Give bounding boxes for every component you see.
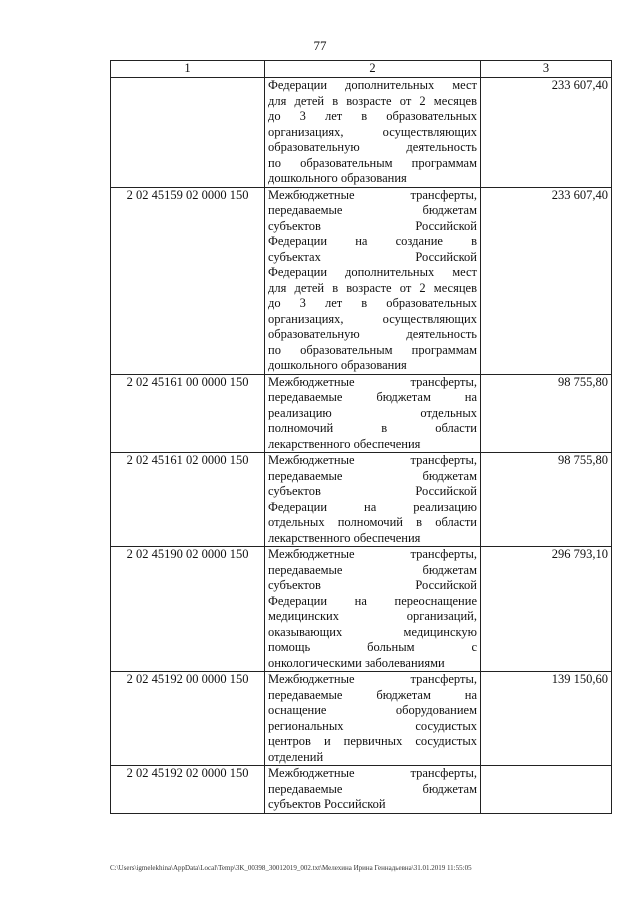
description-line: лекарственного обеспечения (268, 530, 421, 545)
amount-cell (481, 766, 612, 814)
description-line: субъектах Российской (268, 249, 477, 264)
description-line: помощь больным с (268, 640, 477, 654)
description-line: для детей в возрасте от 2 месяцев (268, 93, 477, 108)
budget-code-cell (111, 78, 265, 188)
description-cell (265, 187, 481, 374)
description-line: дошкольного образования (268, 171, 407, 185)
budget-code-cell: 2 02 45161 02 0000 150 (111, 453, 265, 547)
amount-cell: 233 607,40 (481, 78, 612, 188)
description-line: передаваемые бюджетам (268, 203, 477, 217)
description-cell (265, 374, 481, 453)
description-line: дошкольного образования (268, 358, 407, 372)
amount-cell: 233 607,40 (481, 187, 612, 374)
description-line: образовательную деятельность (268, 140, 477, 154)
description-line: организациях, осуществляющих (268, 311, 477, 326)
budget-code-cell: 2 02 45159 02 0000 150 (111, 187, 265, 374)
amount-cell: 98 755,80 (481, 453, 612, 547)
description-line: Межбюджетные трансферты, (268, 374, 477, 389)
column-header-2: 2 (265, 61, 481, 78)
table-body (111, 78, 612, 814)
description-line: организациях, осуществляющих (268, 124, 477, 139)
amount-cell: 296 793,10 (481, 547, 612, 672)
table-row (111, 78, 612, 188)
description-line: для детей в возрасте от 2 месяцев (268, 280, 477, 295)
description-cell (265, 453, 481, 547)
description-line: по образовательным программам (268, 342, 477, 357)
table-row (111, 547, 612, 672)
description-line: Межбюджетные трансферты, (268, 672, 477, 686)
description-line: Федерации на переоснащение (268, 593, 477, 608)
table-row (111, 453, 612, 547)
description-cell (265, 672, 481, 766)
column-header-1: 1 (111, 61, 265, 78)
description-line: оказывающих медицинскую (268, 624, 477, 639)
amount-cell: 98 755,80 (481, 374, 612, 453)
description-cell (265, 547, 481, 672)
description-line: передаваемые бюджетам (268, 468, 477, 483)
description-line: онкологическими заболеваниями (268, 655, 445, 670)
description-line: субъектов Российской (268, 484, 477, 498)
description-line: передаваемые бюджетам на (268, 687, 477, 702)
file-path-footer: C:\Users\igmelekhina\AppData\Local\Temp\3K_00398_30012019_002.txt\Мелехина Ирина Геннадьевна\31.01.2019 11:55:05 (110, 864, 472, 872)
description-line: субъектов Российской (268, 218, 477, 233)
description-line: до 3 лет в образовательных (268, 296, 477, 310)
description-line: Федерации дополнительных мест (268, 265, 477, 279)
description-line: отделений (268, 749, 324, 764)
description-line: образовательную деятельность (268, 327, 477, 341)
table-row (111, 672, 612, 766)
description-line: до 3 лет в образовательных (268, 109, 477, 123)
budget-table (110, 60, 612, 814)
budget-code-cell: 2 02 45161 00 0000 150 (111, 374, 265, 453)
table-row (111, 187, 612, 374)
budget-code-cell: 2 02 45192 00 0000 150 (111, 672, 265, 766)
description-line: Межбюджетные трансферты, (268, 187, 477, 202)
description-cell (265, 766, 481, 814)
budget-code-cell: 2 02 45190 02 0000 150 (111, 547, 265, 672)
description-line: субъектов Российской (268, 797, 386, 811)
description-line: реализацию отдельных (268, 405, 477, 420)
description-line: передаваемые бюджетам на (268, 390, 477, 404)
description-cell (265, 78, 481, 188)
description-line: Федерации дополнительных мест (268, 78, 477, 92)
page-number: 77 (313, 38, 327, 53)
description-line: передаваемые бюджетам (268, 562, 477, 577)
description-line: по образовательным программам (268, 155, 477, 170)
description-line: отдельных полномочий в области (268, 515, 477, 529)
description-line: оснащение оборудованием (268, 703, 477, 717)
description-line: медицинских организаций, (268, 609, 477, 623)
description-line: Федерации на создание в (268, 234, 477, 248)
column-header-3: 3 (481, 61, 612, 78)
table-header (111, 61, 612, 78)
description-line: передаваемые бюджетам (268, 781, 477, 796)
budget-code-cell: 2 02 45192 02 0000 150 (111, 766, 265, 814)
table-row (111, 766, 612, 814)
description-line: лекарственного обеспечения (268, 436, 421, 451)
description-line: субъектов Российской (268, 578, 477, 592)
description-line: Федерации на реализацию (268, 499, 477, 514)
description-line: центров и первичных сосудистых (268, 734, 477, 748)
description-line: региональных сосудистых (268, 718, 477, 733)
table-row (111, 374, 612, 453)
description-line: Межбюджетные трансферты, (268, 766, 477, 780)
description-line: Межбюджетные трансферты, (268, 547, 477, 561)
amount-cell: 139 150,60 (481, 672, 612, 766)
description-line: Межбюджетные трансферты, (268, 453, 477, 467)
description-line: полномочий в области (268, 421, 477, 435)
